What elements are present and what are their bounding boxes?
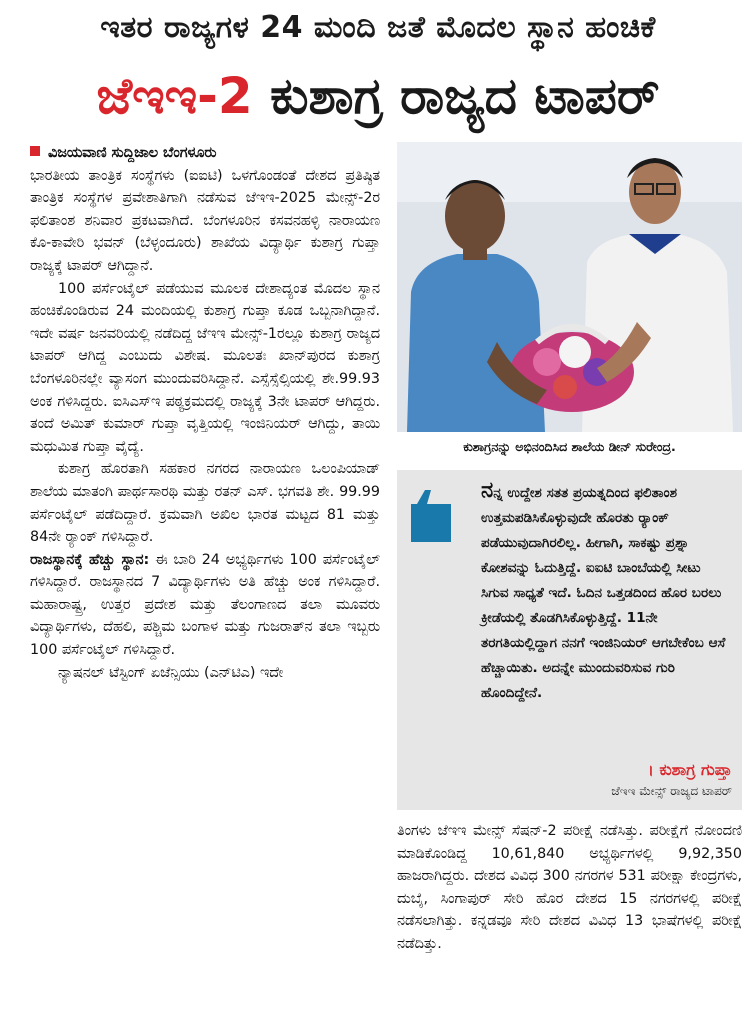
quote-mark-icon [411, 486, 451, 542]
quote-text [481, 478, 731, 706]
paragraph-last-left: ನ್ಯಾಷನಲ್ ಟೆಸ್ಟಿಂಗ್ ಏಜೆನ್ಸಿಯು (ಎನ್‌ಟಿಎ) ಇದೇ [58, 664, 284, 681]
dateline-text: ವಿಜಯವಾಣಿ ಸುದ್ದಿಜಾಲ ಬೆಂಗಳೂರು [48, 145, 217, 161]
headline-red-part: ಜೆಇಇ-2 [96, 67, 253, 125]
quote-first-char: ನ [481, 478, 494, 503]
paragraph-2: 100 ಪರ್ಸೆಂಟೈಲ್ ಪಡೆಯುವ ಮೂಲಕ ದೇಶಾದ್ಯಂತ ಮೊದಲ ಸ್ಥಾನ ಹಂಚಿಕೊಂಡಿರುವ 24 ಮಂದಿಯಲ್ಲಿ ಕುಶಾಗ್ರ ಗುಪ್ತಾ ಕೂಡ ಒಬ್ಬನಾಗಿದ್ದಾನೆ. ಇದೇ ವರ್ಷ ಜನವರಿಯಲ್ಲಿ ನಡೆದಿದ್ದ ಜೆಇಇ ಮೇನ್ಸ್-1ರಲ್ಲೂ ಕುಶಾಗ್ರ ರಾಜ್ಯದ ಟಾಪರ್ ಆಗಿದ್ದ ಎಂಬುದು ವಿಶೇಷ. ಮೂಲತಃ ಖಾನ್‌ಪುರದ ಕುಶಾಗ್ರ ಬೆಂಗಳೂರಿನಲ್ಲೇ ವ್ಯಾಸಂಗ ಮುಂದುವರಿಸಿದ್ದಾನೆ. ಎಸ್ಸೆಸ್ಸೆಲ್ಸಿಯಲ್ಲಿ ಶೇ.99.93 ಅಂಕ ಗಳಿಸಿದ್ದರು. ಐಸಿಎಸ್‌ಇ ಪಠ್ಯಕ್ರಮದಲ್ಲಿ ರಾಜ್ಯಕ್ಕೆ 3ನೇ ಟಾಪರ್ ಆಗಿದ್ದರು. ತಂದೆ ಅಮಿತ್ ಕುಮಾರ್ ಗುಪ್ತಾ ವೃತ್ತಿಯಲ್ಲಿ ಇಂಜಿನಿಯರ್ ಆಗಿದ್ದು, ತಾಯಿ ಮಧುಮಿತ ಗುಪ್ತಾ ವೈದ್ಯೆ. [30, 280, 380, 455]
headline-dark-part: ಕುಶಾಗ್ರ ರಾಜ್ಯದ ಟಾಪರ್ [270, 67, 660, 125]
quote-box [397, 470, 742, 810]
main-headline [0, 60, 756, 132]
subhead: ರಾಜಸ್ಥಾನಕ್ಕೆ ಹೆಚ್ಚು ಸ್ಥಾನ: [30, 551, 150, 568]
kicker-headline: ಇತರ ರಾಜ್ಯಗಳ 24 ಮಂದಿ ಜತೆ ಮೊದಲ ಸ್ಥಾನ ಹಂಚಿಕೆ [100, 10, 656, 45]
dateline [30, 142, 380, 165]
paragraph-right: ತಿಂಗಳು ಜೆಇಇ ಮೇನ್ಸ್ ಸೆಷನ್-2 ಪರೀಕ್ಷೆ ನಡೆಸಿತ್ತು. ಪರೀಕ್ಷೆಗೆ ನೋಂದಣಿ ಮಾಡಿಕೊಂಡಿದ್ದ 10,61,840 ಅಭ್ಯರ್ಥಿಗಳಲ್ಲಿ 9,92,350 ಹಾಜರಾಗಿದ್ದರು. ದೇಶದ ವಿವಿಧ 300 ನಗರಗಳ 531 ಪರೀಕ್ಷಾ ಕೇಂದ್ರಗಳು, ದುಬೈ, ಸಿಂಗಾಪುರ್ ಸೇರಿ ಹೊರ ದೇಶದ 15 ನಗರಗಳಲ್ಲಿ ಪರೀಕ್ಷೆ ನಡೆಸಲಾಗಿತ್ತು. ಕನ್ನಡವೂ ಸೇರಿ ದೇಶದ ವಿವಿಧ 13 ಭಾಷೆಗಳಲ್ಲಿ ಪರೀಕ್ಷೆ ನಡೆದಿತ್ತು. [397, 823, 742, 952]
paragraph-3: ಕುಶಾಗ್ರ ಹೊರತಾಗಿ ಸಹಕಾರ ನಗರದ ನಾರಾಯಣ ಒಲಂಪಿಯಾಡ್ ಶಾಲೆಯ ಮಾತಂಗಿ ಪಾರ್ಥಸಾರಥಿ ಮತ್ತು ರತನ್ ಎಸ್. ಭಗವತಿ ಶೇ. 99.99 ಪರ್ಸೆಂಟೈಲ್ ಪಡೆದಿದ್ದಾರೆ. ಕ್ರಮವಾಗಿ ಅಖಿಲ ಭಾರತ ಮಟ್ಟದ 81 ಮತ್ತು 84ನೇ ರ‍್ಯಾಂಕ್ ಗಳಿಸಿದ್ದಾರೆ. [30, 461, 380, 546]
quote-author: । ಕುಶಾಗ್ರ ಗುಪ್ತಾ [647, 760, 732, 779]
photo-illustration [397, 142, 742, 432]
photo-caption: ಕುಶಾಗ್ರನನ್ನು ಅಭಿನಂದಿಸಿದ ಶಾಲೆಯ ಡೀನ್ ಸುರೇಂದ್ರ. [463, 439, 676, 454]
paragraph-1: ಭಾರತೀಯ ತಾಂತ್ರಿಕ ಸಂಸ್ಥೆಗಳು (ಐಐಟಿ) ಒಳಗೊಂಡಂತೆ ದೇಶದ ಪ್ರತಿಷ್ಠಿತ ತಾಂತ್ರಿಕ ಸಂಸ್ಥೆಗಳ ಪ್ರವೇಶಾತಿಗಾಗಿ ನಡೆಸುವ ಜೆಇಇ-2025 ಮೇನ್ಸ್-2ರ ಫಲಿತಾಂಶ ಶನಿವಾರ ಪ್ರಕಟವಾಗಿದೆ. ಬೆಂಗಳೂರಿನ ಕಸವನಹಳ್ಳಿ ನಾರಾಯಣ ಕೊ-ಕಾವೇರಿ ಭವನ್ (ಬೆಳ್ಳಂದೂರು) ಶಾಖೆಯ ವಿದ್ಯಾರ್ಥಿ ಕುಶಾಗ್ರ ಗುಪ್ತಾ ರಾಜ್ಯಕ್ಕೆ ಟಾಪರ್ ಆಗಿದ್ದಾನೆ. [30, 167, 380, 274]
red-square-icon [30, 146, 40, 156]
article-left-column [30, 142, 380, 684]
news-photo [397, 142, 742, 432]
article-right-column [397, 820, 742, 956]
paragraph-subhead [30, 549, 380, 662]
quote-role: ಜೆಇಇ ಮೇನ್ಸ್ ರಾಜ್ಯದ ಟಾಪರ್ [611, 784, 732, 798]
subhead-text: ಈ ಬಾರಿ 24 ಅಭ್ಯರ್ಥಿಗಳು 100 ಪರ್ಸೆಂಟೈಲ್ ಗಳಿಸಿದ್ದಾರೆ. ರಾಜಸ್ಥಾನದ 7 ವಿದ್ಯಾರ್ಥಿಗಳು ಅತಿ ಹೆಚ್ಚು ಅಂಕ ಗಳಿಸಿದ್ದಾರೆ. ಮಹಾರಾಷ್ಟ್ರ, ಉತ್ತರ ಪ್ರದೇಶ ಮತ್ತು ತೆಲಂಗಾಣದ ತಲಾ ಮೂವರು ವಿದ್ಯಾರ್ಥಿಗಳು, ದೆಹಲಿ, ಪಶ್ಚಿಮ ಬಂಗಾಳ ಮತ್ತು ಗುಜರಾತ್‌ನ ತಲಾ ಇಬ್ಬರು 100 ಪರ್ಸೆಂಟೈಲ್ ಗಳಿಸಿದ್ದಾರೆ. [30, 551, 381, 659]
quote-body: ನ್ನ ಉದ್ದೇಶ ಸತತ ಪ್ರಯತ್ನದಿಂದ ಫಲಿತಾಂಶ ಉತ್ತಮಪಡಿಸಿಕೊಳ್ಳುವುದೇ ಹೊರತು ರ‍್ಯಾಂಕ್ ಪಡೆಯುವುದಾಗಿರಲಿಲ್ಲ. ಹೀಗಾಗಿ, ಸಾಕಷ್ಟು ಪ್ರಶ್ನಾ ಕೋಶವನ್ನು ಓದುತ್ತಿದ್ದೆ. ಐಐಟಿ ಬಾಂಬೆಯಲ್ಲಿ ಸೀಟು ಸಿಗುವ ಸಾಧ್ಯತೆ ಇದೆ. ಓದಿನ ಒತ್ತಡದಿಂದ ಹೊರ ಬರಲು ಕ್ರೀಡೆಯಲ್ಲಿ ತೊಡಗಿಸಿಕೊಳ್ಳುತ್ತಿದ್ದೆ. 11ನೇ ತರಗತಿಯಲ್ಲಿದ್ದಾಗ ನನಗೆ ಇಂಜಿನಿಯರ್ ಆಗಬೇಕೆಂಬ ಆಸೆ ಹೆಚ್ಚಾಯಿತು. ಅದನ್ನೇ ಮುಂದುವರಿಸುವ ಗುರಿ ಹೊಂದಿದ್ದೇನೆ. [481, 485, 726, 701]
